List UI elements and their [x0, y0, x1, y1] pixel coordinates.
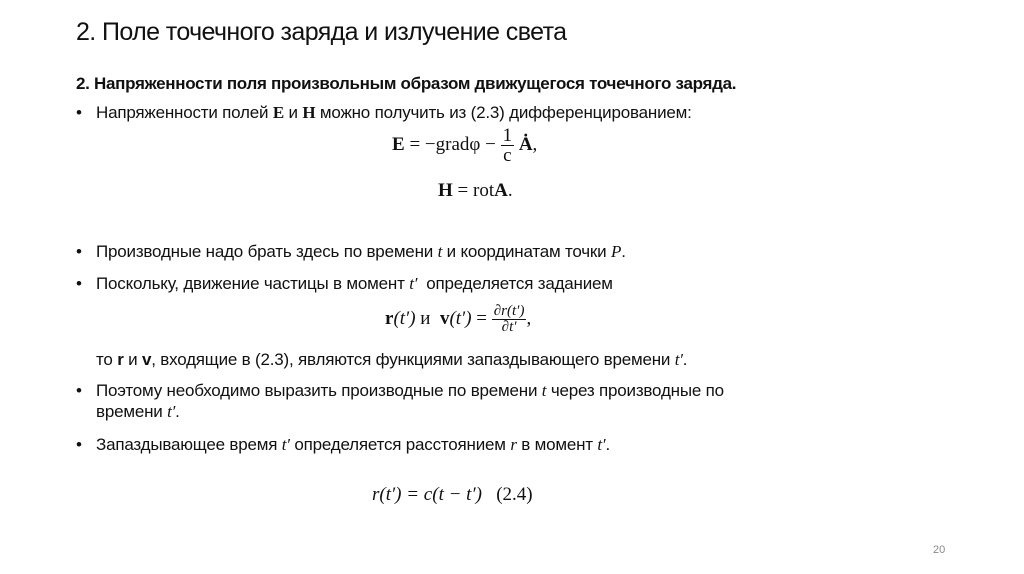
- slide-subtitle: 2. Напряженности поля произвольным образом движущегося точечного заряда.: [76, 74, 737, 93]
- bullet-4-text-line1: Поэтому необходимо выразить производные по времени t через производные по: [96, 381, 724, 400]
- bullet-marker: •: [76, 435, 82, 454]
- bullet-2-text: Производные надо брать здесь по времени t и координатам точки P.: [96, 242, 626, 261]
- equation-r-v: r(t′) и v(t′) = $\frac{\partial r(t')}{\partial t'}$ ,: [385, 303, 532, 335]
- bullet-5-text: Запаздывающее время t′ определяется расстоянием r в момент t′.: [96, 435, 610, 454]
- bullet-3-text: Поскольку, движение частицы в момент t′ определяется заданием: [96, 274, 613, 293]
- equation-H: H = rotA.: [438, 180, 513, 201]
- bullet-marker: •: [76, 103, 82, 122]
- fraction-dr-dt: $\frac{\partial r(t')}{\partial t'}$: [493, 303, 525, 335]
- fraction-1-over-c: $\frac{1}{c}$: [502, 125, 513, 166]
- bullet-marker: •: [76, 274, 82, 293]
- equation-E: E = −gradφ − $\frac{1}{c}$ Ȧ,: [392, 125, 538, 166]
- bullet-4-text-line2: времени t′.: [96, 402, 180, 421]
- bullet-3-continuation: то r и v, входящие в (2.3), являются функциями запаздывающего времени t′.: [96, 350, 688, 369]
- bullet-marker: •: [76, 381, 82, 400]
- slide-title: 2. Поле точечного заряда и излучение света: [76, 18, 567, 46]
- page-number: 20: [933, 544, 946, 556]
- bullet-1-text: Напряженности полей E и H можно получить из (2.3) дифференцированием:: [96, 103, 692, 122]
- equation-2-4: r(t′) = c(t − t′) (2.4): [372, 484, 533, 505]
- bullet-marker: •: [76, 242, 82, 261]
- equation-label: (2.4): [496, 484, 533, 505]
